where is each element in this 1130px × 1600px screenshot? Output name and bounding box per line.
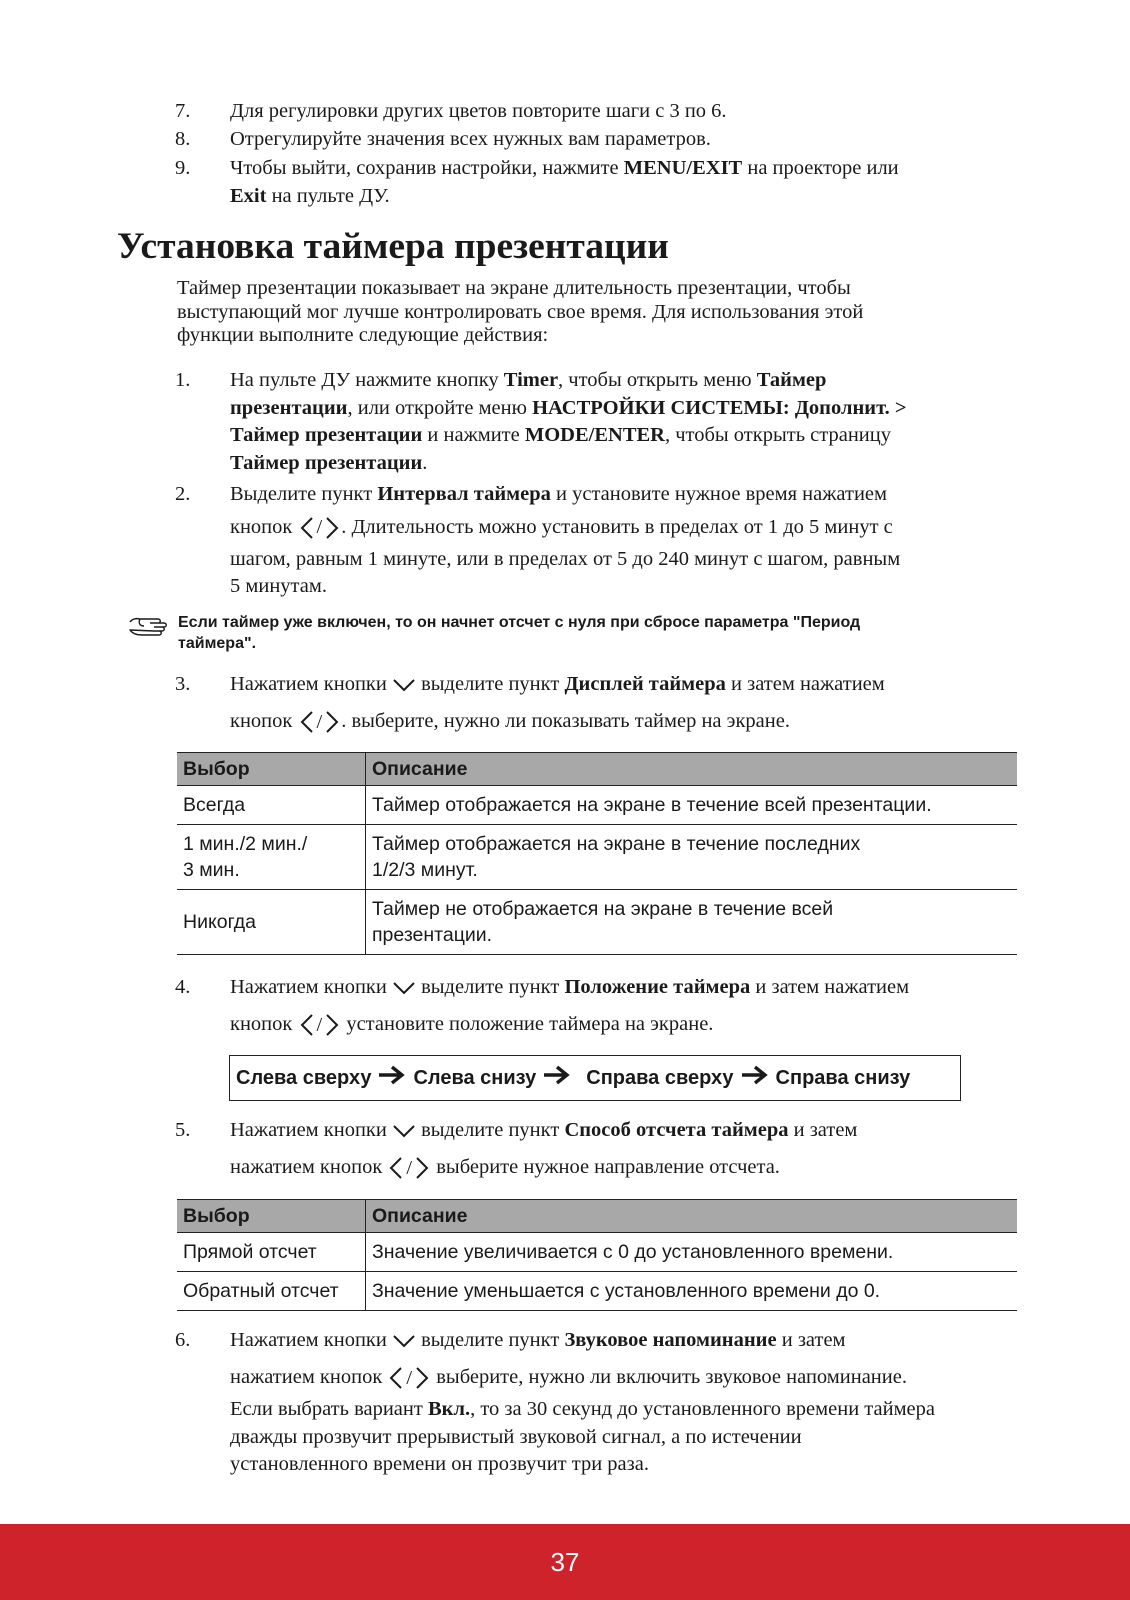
menu-name: Таймер презентации: [230, 424, 423, 446]
cell-line: Таймер отображается на экране в течение последних: [372, 833, 861, 855]
description-cell: [366, 825, 1018, 890]
chevron-down-icon: [392, 678, 416, 692]
text: выберите нужное направление отсчета.: [431, 1156, 780, 1178]
arrow-right-icon: [740, 1064, 770, 1092]
page-footer: [0, 1524, 1130, 1600]
description-cell: Значение увеличивается с 0 до установленного времени.: [366, 1233, 1018, 1272]
text: . Длительность можно установить в пределах от 1 до 5 минут с: [341, 515, 893, 538]
step-number: 8.: [175, 128, 191, 150]
step-number: 3.: [175, 673, 191, 695]
left-right-keys: [300, 704, 340, 741]
step-line: шагом, равным 1 минуте, или в пределах от 5 до 240 минут с шагом, равным: [230, 547, 901, 570]
slash: /: [316, 710, 323, 733]
text: и установите нужное время нажатием: [550, 483, 887, 505]
step-line: [230, 395, 1005, 423]
text: . выберите, нужно ли показывать таймер на экране.: [341, 710, 790, 732]
step-line: [230, 367, 1005, 395]
step-8: [175, 126, 1005, 154]
mode-enter-key: MODE/ENTER: [524, 424, 665, 446]
text: и затем нажатием: [725, 673, 885, 695]
left-right-keys: [300, 1007, 340, 1044]
cell-line: Таймер не отображается на экране в течение всей: [372, 898, 834, 920]
text: нажатием кнопок: [230, 1366, 388, 1388]
left-right-keys: [389, 1150, 429, 1187]
text: Нажатием кнопки: [230, 1329, 392, 1351]
cell-line: 1/2/3 минут.: [372, 859, 478, 881]
step-number: 9.: [175, 157, 191, 179]
cell-line: 1 мин./2 мин./: [183, 833, 308, 855]
note: [128, 612, 1008, 654]
note-line: Если таймер уже включен, то он начнет отсчет с нуля при сбросе параметра "Период: [178, 614, 861, 631]
chevron-down-icon: [392, 1124, 416, 1138]
description-cell: Значение уменьшается с установленного времени до 0.: [366, 1272, 1018, 1311]
option-name: Положение таймера: [564, 976, 751, 998]
section-heading: Установка таймера презентации: [117, 226, 669, 267]
step-line: [230, 481, 1005, 509]
step-3: [175, 666, 1005, 740]
step-number: 5.: [175, 1119, 191, 1141]
menu-exit-key: MENU/EXIT: [623, 157, 743, 179]
step-9: [175, 155, 1005, 210]
step-line: [230, 509, 1005, 546]
step-line: [230, 1359, 1005, 1396]
step-line: [230, 1112, 1005, 1149]
text: , или откройте меню: [347, 396, 533, 419]
text: установите положение таймера на экране.: [341, 1013, 714, 1035]
step-number: 1.: [175, 369, 191, 391]
option-name: Звуковое напоминание: [564, 1329, 777, 1351]
text: кнопок: [230, 515, 298, 538]
step-6: [175, 1322, 1005, 1479]
menu-name: презентации: [230, 396, 348, 419]
chevron-right-icon: [415, 1366, 429, 1390]
text: , чтобы открыть меню: [558, 369, 757, 391]
chevron-right-icon: [325, 1013, 339, 1037]
text: кнопок: [230, 1013, 298, 1035]
step-line: дважды прозвучит прерывистый звуковой сигнал, а по истечении: [230, 1425, 802, 1448]
slash: /: [316, 516, 323, 539]
menu-name: Таймер: [756, 369, 827, 391]
slash: /: [316, 1013, 323, 1036]
text: .: [422, 451, 428, 474]
option-name: Дисплей таймера: [564, 673, 726, 695]
option-cell: [177, 825, 366, 890]
position-label: Слева сверху: [236, 1066, 372, 1089]
step-line: [230, 1149, 1005, 1186]
text: , чтобы открыть страницу: [664, 424, 891, 446]
chevron-left-icon: [389, 1156, 403, 1180]
arrow-right-icon: [377, 1064, 407, 1092]
chevron-left-icon: [300, 516, 314, 540]
text: и затем: [788, 1119, 858, 1141]
slash: /: [406, 1156, 413, 1179]
step-text: Отрегулируйте значения всех нужных вам параметров.: [230, 128, 711, 150]
step-text: Для регулировки других цветов повторите шаги с 3 по 6.: [230, 100, 727, 122]
menu-path: НАСТРОЙКИ СИСТЕМЫ: Дополнит. >: [532, 396, 907, 419]
chevron-left-icon: [389, 1366, 403, 1390]
position-label: Слева снизу: [413, 1066, 537, 1089]
option-cell: Прямой отсчет: [177, 1233, 366, 1272]
option-name: Способ отсчета таймера: [564, 1119, 789, 1141]
pointing-hand-icon: [128, 614, 172, 644]
text: Выделите пункт: [230, 483, 378, 505]
text: нажатием кнопок: [230, 1156, 388, 1178]
text: Нажатием кнопки: [230, 1119, 392, 1141]
intro-line: выступающий мог лучше контролировать свое время. Для использования этой: [177, 300, 864, 323]
step-line: [230, 183, 1005, 211]
cell-line: 3 мин.: [183, 859, 240, 881]
step-4: [175, 969, 1005, 1043]
step-line: установленного времени он прозвучит три раза.: [230, 1453, 649, 1475]
text: на пульте ДУ.: [266, 184, 390, 207]
text: , то за 30 секунд до установленного времени таймера: [470, 1398, 935, 1420]
text: Чтобы выйти, сохранив настройки, нажмите: [230, 157, 624, 179]
timer-position-sequence: [229, 1055, 961, 1101]
option-name: Интервал таймера: [377, 483, 551, 505]
left-right-keys: [300, 509, 340, 546]
table-row: [177, 1233, 1017, 1272]
step-number: 2.: [175, 483, 191, 505]
position-label: Справа сверху: [586, 1066, 734, 1089]
timer-display-table: [177, 752, 1017, 955]
step-number: 6.: [175, 1329, 191, 1351]
step-line: [230, 1006, 1005, 1043]
step-5: [175, 1112, 1005, 1186]
table-row: [177, 1272, 1017, 1311]
chevron-right-icon: [415, 1156, 429, 1180]
text: выделите пункт: [415, 1329, 565, 1351]
step-7: [175, 98, 1005, 126]
text: выберите, нужно ли включить звуковое напоминание.: [431, 1366, 907, 1388]
text: Если выбрать вариант: [230, 1398, 428, 1420]
option-cell: Всегда: [177, 786, 366, 825]
position-label: Справа снизу: [775, 1066, 911, 1089]
option-value: Вкл.: [427, 1398, 471, 1420]
step-line: [230, 1396, 1005, 1424]
chevron-down-icon: [392, 1334, 416, 1348]
description-cell: [366, 890, 1018, 955]
text: выделите пункт: [415, 673, 565, 695]
column-header: Описание: [366, 1200, 1018, 1233]
text: и затем: [776, 1329, 846, 1351]
slash: /: [406, 1366, 413, 1389]
text: и нажмите: [422, 424, 525, 446]
chevron-left-icon: [300, 1013, 314, 1037]
step-line: [230, 666, 1005, 703]
timer-key: Timer: [503, 369, 559, 391]
page-number: 37: [550, 1546, 580, 1577]
menu-name: Таймер презентации: [230, 451, 423, 474]
step-line: [230, 450, 1005, 478]
step-line: [230, 703, 1005, 740]
text: Нажатием кнопки: [230, 976, 392, 998]
text: и затем нажатием: [750, 976, 910, 998]
step-line: 5 минутам.: [230, 575, 327, 597]
arrow-right-icon: [542, 1064, 572, 1092]
text: на проекторе или: [742, 157, 899, 179]
option-cell: Никогда: [177, 890, 366, 955]
step-line: [230, 1322, 1005, 1359]
intro-paragraph: [177, 277, 1017, 348]
table-row: [177, 890, 1017, 955]
column-header: Выбор: [177, 753, 366, 786]
option-cell: Обратный отсчет: [177, 1272, 366, 1311]
table-row: [177, 786, 1017, 825]
intro-line: функции выполните следующие действия:: [177, 324, 549, 346]
table-header-row: [177, 753, 1017, 786]
intro-line: Таймер презентации показывает на экране длительность презентации, чтобы: [177, 277, 851, 299]
step-number: 7.: [175, 100, 191, 122]
chevron-down-icon: [392, 981, 416, 995]
note-line: таймера".: [178, 635, 257, 652]
step-line: [230, 969, 1005, 1006]
step-number: 4.: [175, 976, 191, 998]
text: кнопок: [230, 710, 298, 732]
cell-line: презентации.: [372, 924, 493, 946]
description-cell: Таймер отображается на экране в течение всей презентации.: [366, 786, 1018, 825]
text: Нажатием кнопки: [230, 673, 392, 695]
step-1: [175, 367, 1005, 477]
column-header: Выбор: [177, 1200, 366, 1233]
table-header-row: [177, 1200, 1017, 1233]
exit-key: Exit: [230, 184, 267, 207]
text: На пульте ДУ нажмите кнопку: [230, 369, 504, 391]
step-line: [230, 422, 1005, 450]
chevron-left-icon: [300, 710, 314, 734]
chevron-right-icon: [325, 516, 339, 540]
table-row: [177, 825, 1017, 890]
text: выделите пункт: [415, 1119, 565, 1141]
step-2: [175, 481, 1005, 601]
text: выделите пункт: [415, 976, 565, 998]
column-header: Описание: [366, 753, 1018, 786]
step-line: [230, 155, 1005, 183]
left-right-keys: [389, 1360, 429, 1397]
countdown-mode-table: [177, 1199, 1017, 1311]
chevron-right-icon: [325, 710, 339, 734]
